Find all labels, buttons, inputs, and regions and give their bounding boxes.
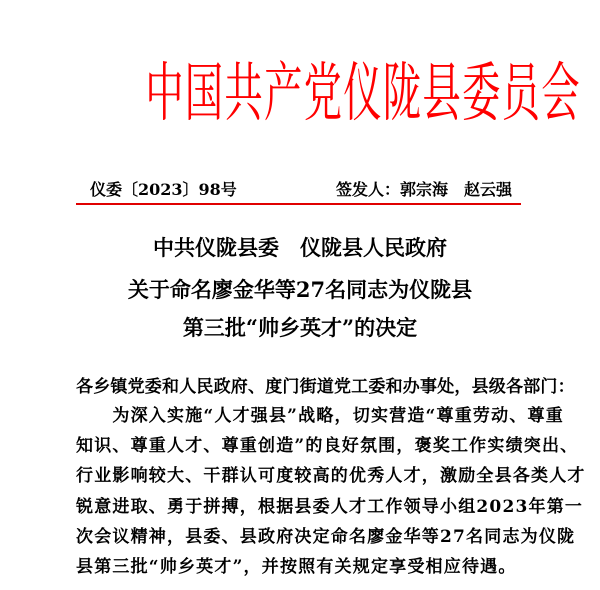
signer: 签发人：郭宗海 赵云强	[335, 180, 512, 199]
addressee: 各乡镇党委和人民政府、度门街道党工委和办事处，县级各部门：	[76, 377, 575, 397]
document-number: 仪委〔2023〕98号	[90, 180, 237, 199]
body-line: 县第三批“帅乡英才”，并按照有关规定享受相应待遇。	[76, 557, 517, 577]
organization-name: 中国共产党仪陇县委员会	[145, 57, 581, 131]
body-line: 行业影响较大、干群认可度较高的优秀人才，激励全县各类人才	[76, 466, 586, 486]
body-line: 知识、尊重人才、尊重创造”的良好氛围，褒奖工作实绩突出、	[76, 436, 579, 456]
document-title-line-2: 关于命名廖金华等27名同志为仪陇县	[127, 277, 473, 302]
red-divider-rule	[76, 203, 521, 205]
body-line: 次会议精神，县委、县政府决定命名廖金华等27名同志为仪陇	[76, 527, 576, 547]
document-title-line-1: 中共仪陇县委 仪陇县人民政府	[153, 235, 447, 260]
document-title-line-3: 第三批“帅乡英才”的决定	[182, 315, 418, 340]
issuing-organization-header	[0, 58, 600, 130]
body-line: 锐意进取、勇于拼搏，根据县委人才工作领导小组2023年第一	[76, 497, 584, 517]
body-line: 为深入实施“人才强县”战略，切实营造“尊重劳动、尊重	[76, 406, 564, 426]
